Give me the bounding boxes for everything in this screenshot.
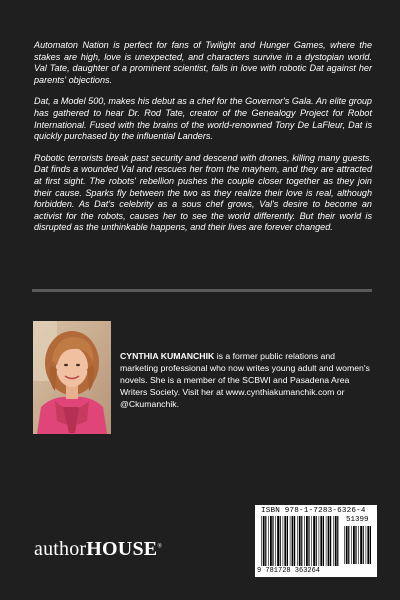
isbn-text: ISBN 978-1-7283-6326-4 [261, 507, 366, 515]
author-bio-text: is a former public relations and marketing professional who now writes young adult and women's novels. She is a member of the SCBWI and Pasadena Area Writers Society. Visit her at www.cynthiakumanchik.com or @Ckumanchik. [120, 351, 370, 409]
publisher-logo-part1: author [34, 538, 87, 560]
ean-digits: 9 781728 363264 [257, 567, 321, 575]
section-divider [32, 289, 372, 292]
blurb-paragraph: Automaton Nation is perfect for fans of Twilight and Hunger Games, where the stakes are high, love is unexpected, and characters survive in a dystopian world. Val Tate, daughter of a prominent scientist, falls in love with robotic Dat against her parents' objections. [34, 40, 372, 85]
author-bio [120, 350, 375, 410]
price-barcode-bars [344, 526, 372, 564]
publisher-logo [34, 538, 162, 561]
registered-mark: ® [157, 543, 163, 550]
publisher-logo-part2: HOUSE [86, 538, 158, 560]
back-cover-blurb [34, 40, 372, 244]
ean-barcode-bars [261, 516, 339, 566]
author-name: CYNTHIA KUMANCHIK [120, 351, 215, 361]
isbn-barcode [255, 505, 377, 577]
blurb-paragraph: Dat, a Model 500, makes his debut as a chef for the Governor's Gala. An elite group has gathered to hear Dr. Rod Tate, creator of the Genealogy Project for Robot International. Fused with the brains of the world-renowned Tony De LaFleur, Dat is quickly purchased by the influential Landers. [34, 96, 372, 142]
author-photo [33, 321, 111, 434]
price-code: 51399 [346, 516, 369, 524]
blurb-paragraph: Robotic terrorists break past security and descend with drones, killing many guests. Dat finds a wounded Val and rescues her from the mayhem, and they are attracted at first sight. The robots' rebellion pushes the couple closer together as they join their cause. Sparks fly between the two as they realize their love is real, although forbidden. As Dat's celebrity as a sous chef grows, Val's desire to become an activist for the robots, causes her to see the world differently. But their world is disrupted as the unthinkable happens, and their lives are forever changed. [34, 152, 372, 233]
author-portrait-image [33, 321, 111, 434]
